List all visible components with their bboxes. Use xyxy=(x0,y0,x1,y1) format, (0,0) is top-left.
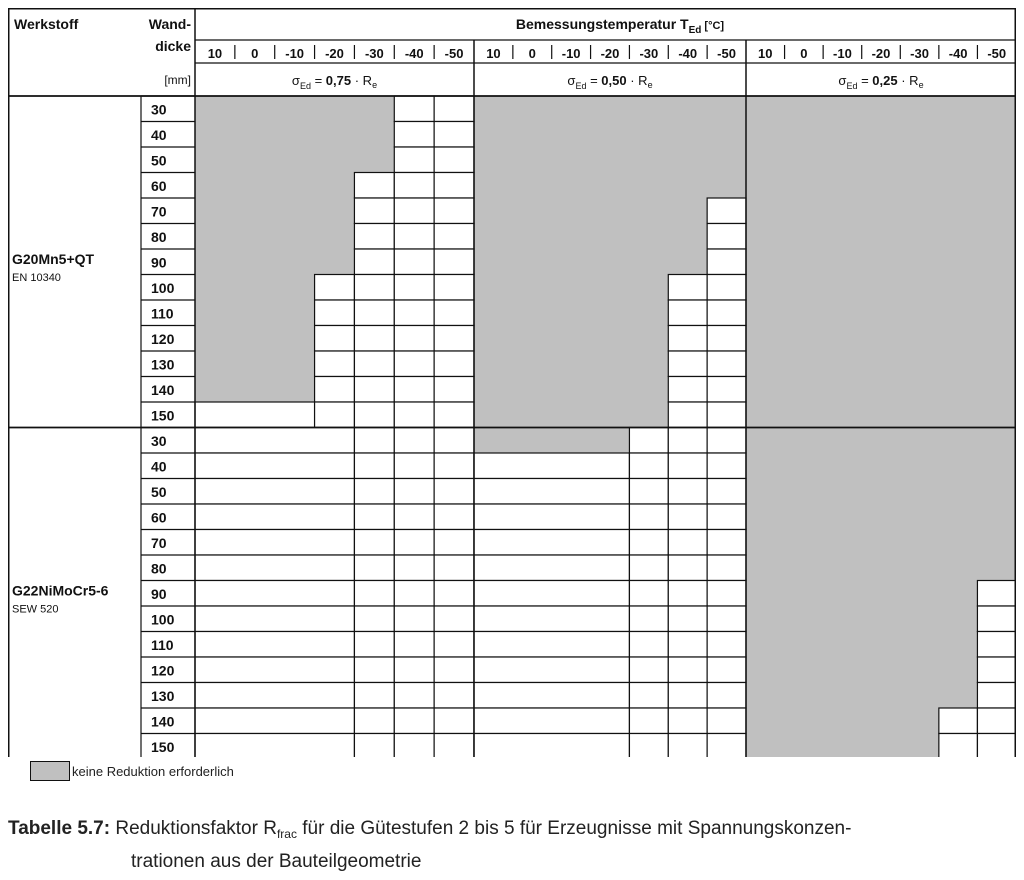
value-cell xyxy=(474,734,629,758)
value-cell xyxy=(977,708,1016,734)
value-cell xyxy=(394,581,434,607)
caption-label: Tabelle 5.7: xyxy=(8,818,111,839)
yield-symbol: · R xyxy=(897,73,919,88)
value-cell xyxy=(434,96,474,122)
wall-thickness: 60 xyxy=(151,178,167,194)
value-cell xyxy=(629,555,668,581)
value-cell xyxy=(394,198,434,224)
value-cell xyxy=(354,198,394,224)
value-cell xyxy=(668,657,707,683)
value-cell xyxy=(195,581,354,607)
value-cell xyxy=(195,555,354,581)
wall-thickness: 110 xyxy=(151,637,174,653)
value-cell xyxy=(195,708,354,734)
value-cell xyxy=(668,275,707,301)
value-cell xyxy=(707,402,746,428)
value-cell xyxy=(195,606,354,632)
wall-thickness: 120 xyxy=(151,331,175,347)
value-cell xyxy=(474,606,629,632)
value-cell xyxy=(434,300,474,326)
wall-thickness: 60 xyxy=(151,509,167,526)
wall-thickness: 50 xyxy=(151,152,167,169)
temperature-label: -10 xyxy=(833,46,852,61)
value-cell xyxy=(434,606,474,632)
value-cell xyxy=(354,504,394,530)
temperature-label: -50 xyxy=(987,46,1007,61)
value-cell xyxy=(474,479,629,505)
value-cell xyxy=(434,479,474,505)
value-cell xyxy=(668,734,707,758)
equals: = xyxy=(310,73,326,88)
value-cell xyxy=(394,530,434,556)
value-cell xyxy=(474,581,629,607)
value-cell xyxy=(434,530,474,556)
wall-thickness: 40 xyxy=(151,458,167,475)
value-cell xyxy=(195,632,354,658)
value-cell xyxy=(434,504,474,530)
wanddicke-header-2: dicke xyxy=(155,38,191,54)
value-cell xyxy=(394,428,434,454)
value-cell xyxy=(707,504,746,530)
caption-text-a: Reduktionsfaktor R xyxy=(110,818,277,839)
value-cell xyxy=(939,734,978,758)
temperature-label: -20 xyxy=(325,46,344,61)
value-cell xyxy=(707,479,746,505)
material-standard: EN 10340 xyxy=(12,271,61,284)
table-svg xyxy=(8,8,1016,757)
temperature-label: -50 xyxy=(444,46,464,61)
temperature-label: -40 xyxy=(948,46,968,61)
value-cell xyxy=(707,377,746,403)
value-cell xyxy=(354,453,394,479)
sigma-sub: Ed xyxy=(299,81,311,91)
value-cell xyxy=(668,632,707,658)
value-cell xyxy=(434,198,474,224)
value-cell xyxy=(668,504,707,530)
value-cell xyxy=(315,377,355,403)
value-cell xyxy=(707,632,746,658)
wall-thickness: 90 xyxy=(151,586,167,602)
value-cell xyxy=(354,402,394,428)
value-cell xyxy=(474,530,629,556)
temperature-title: Bemessungstemperatur T xyxy=(515,16,689,32)
value-cell xyxy=(474,555,629,581)
wall-thickness: 40 xyxy=(151,127,167,143)
value-cell xyxy=(315,300,355,326)
wall-thickness: 50 xyxy=(151,484,167,500)
value-cell xyxy=(977,734,1016,758)
value-cell xyxy=(434,249,474,275)
temperature-label: -40 xyxy=(404,46,424,61)
value-cell xyxy=(707,683,746,709)
value-cell xyxy=(434,632,474,658)
value-cell xyxy=(354,479,394,505)
wall-thickness: 80 xyxy=(151,560,167,577)
value-cell xyxy=(977,632,1016,658)
sigma: σ xyxy=(838,73,847,88)
value-cell xyxy=(434,555,474,581)
value-cell xyxy=(434,326,474,352)
value-cell xyxy=(977,683,1016,709)
value-cell xyxy=(354,734,394,758)
value-cell xyxy=(707,224,746,250)
value-cell xyxy=(315,402,355,428)
value-cell xyxy=(394,708,434,734)
wall-thickness: 140 xyxy=(151,713,175,730)
wall-thickness: 100 xyxy=(151,280,175,296)
value-cell xyxy=(315,275,355,301)
value-cell xyxy=(394,734,434,758)
sigma: σ xyxy=(291,73,300,88)
wall-thickness: 30 xyxy=(151,101,167,118)
value-cell xyxy=(668,326,707,352)
stress-factor: 0,75 xyxy=(325,73,352,88)
value-cell xyxy=(629,708,668,734)
value-cell xyxy=(629,734,668,758)
value-cell xyxy=(474,504,629,530)
value-cell xyxy=(434,377,474,403)
value-cell xyxy=(354,657,394,683)
legend-swatch xyxy=(30,761,70,781)
value-cell xyxy=(394,555,434,581)
value-cell xyxy=(315,326,355,352)
value-cell xyxy=(195,402,315,428)
reduction-factor-table xyxy=(8,8,1016,757)
value-cell xyxy=(629,504,668,530)
value-cell xyxy=(195,734,354,758)
value-cell xyxy=(394,657,434,683)
temperature-sub: Ed xyxy=(688,25,702,36)
value-cell xyxy=(668,606,707,632)
value-cell xyxy=(195,479,354,505)
value-cell xyxy=(474,453,629,479)
value-cell xyxy=(707,530,746,556)
stress-factor: 0,50 xyxy=(601,73,627,88)
value-cell xyxy=(394,377,434,403)
value-cell xyxy=(354,632,394,658)
value-cell xyxy=(354,377,394,403)
value-cell xyxy=(707,428,746,454)
temperature-label: -20 xyxy=(600,46,620,61)
value-cell xyxy=(668,428,707,454)
value-cell xyxy=(195,657,354,683)
value-cell xyxy=(354,173,394,199)
value-cell xyxy=(668,453,707,479)
value-cell xyxy=(707,708,746,734)
value-cell xyxy=(707,198,746,224)
yield-symbol: · R xyxy=(351,73,373,88)
value-cell xyxy=(629,453,668,479)
temperature-label: -30 xyxy=(364,46,384,61)
wall-thickness: 120 xyxy=(151,662,175,679)
value-cell xyxy=(668,351,707,377)
yield-sub: e xyxy=(918,80,924,90)
temperature-label: 10 xyxy=(486,46,501,61)
value-cell xyxy=(668,300,707,326)
wall-thickness: 100 xyxy=(151,611,175,628)
caption-line-2: trationen aus der Bauteilgeometrie xyxy=(131,851,422,872)
value-cell xyxy=(977,606,1016,632)
temperature-label: -20 xyxy=(871,46,891,61)
value-cell xyxy=(354,708,394,734)
caption-line-1 xyxy=(8,815,1018,848)
value-cell xyxy=(394,326,434,352)
temperature-label: 0 xyxy=(800,46,808,61)
value-cell xyxy=(629,683,668,709)
value-cell xyxy=(434,683,474,709)
value-cell xyxy=(977,581,1016,607)
value-cell xyxy=(434,224,474,250)
value-cell xyxy=(315,351,355,377)
value-cell xyxy=(629,606,668,632)
sigma: σ xyxy=(567,73,576,88)
temperature-label: 10 xyxy=(758,46,773,61)
value-cell xyxy=(394,606,434,632)
value-cell xyxy=(354,530,394,556)
value-cell xyxy=(195,453,354,479)
value-cell xyxy=(195,428,354,454)
value-cell xyxy=(394,479,434,505)
value-cell xyxy=(939,708,978,734)
value-cell xyxy=(394,300,434,326)
value-cell xyxy=(668,708,707,734)
temperature-unit: [°C] xyxy=(701,20,725,32)
equals: = xyxy=(857,73,873,88)
value-cell xyxy=(354,224,394,250)
value-cell xyxy=(394,453,434,479)
value-cell xyxy=(668,555,707,581)
value-cell xyxy=(668,581,707,607)
value-cell xyxy=(434,453,474,479)
value-cell xyxy=(668,377,707,403)
value-cell xyxy=(707,657,746,683)
temperature-label: -30 xyxy=(639,46,659,61)
value-cell xyxy=(354,606,394,632)
temperature-label: -10 xyxy=(561,46,581,61)
value-cell xyxy=(668,530,707,556)
wall-thickness: 140 xyxy=(151,382,175,398)
wall-thickness: 70 xyxy=(151,535,167,551)
legend xyxy=(30,760,234,782)
wall-thickness: 30 xyxy=(151,433,167,449)
value-cell xyxy=(629,479,668,505)
wanddicke-header-1: Wand- xyxy=(148,16,191,32)
sigma-sub: Ed xyxy=(846,81,858,91)
value-cell xyxy=(434,428,474,454)
value-cell xyxy=(434,402,474,428)
material-name: G22NiMoCr5-6 xyxy=(12,582,109,599)
value-cell xyxy=(629,632,668,658)
value-cell xyxy=(434,147,474,173)
value-cell xyxy=(474,632,629,658)
value-cell xyxy=(434,122,474,148)
temperature-label: 0 xyxy=(528,46,536,61)
equals: = xyxy=(586,73,602,88)
value-cell xyxy=(394,275,434,301)
yield-symbol: · R xyxy=(626,73,648,88)
value-cell xyxy=(394,96,434,122)
value-cell xyxy=(668,402,707,428)
value-cell xyxy=(394,224,434,250)
value-cell xyxy=(707,555,746,581)
value-cell xyxy=(707,351,746,377)
table-caption xyxy=(8,815,1018,875)
wall-thickness: 110 xyxy=(151,305,174,322)
value-cell xyxy=(474,657,629,683)
value-cell xyxy=(354,300,394,326)
wall-thickness: 130 xyxy=(151,688,175,704)
value-cell xyxy=(707,249,746,275)
value-cell xyxy=(707,734,746,758)
value-cell xyxy=(707,581,746,607)
no-reduction-area xyxy=(746,96,1016,428)
temperature-label: 10 xyxy=(207,46,223,61)
temperature-label: -40 xyxy=(678,46,698,61)
value-cell xyxy=(354,326,394,352)
wall-thickness: 90 xyxy=(151,254,167,271)
caption-text-b: für die Gütestufen 2 bis 5 für Erzeugnisse mit Spannungskonzen- xyxy=(296,818,852,839)
value-cell xyxy=(394,122,434,148)
material-name: G20Mn5+QT xyxy=(12,250,95,267)
value-cell xyxy=(354,683,394,709)
value-cell xyxy=(195,504,354,530)
value-cell xyxy=(354,351,394,377)
value-cell xyxy=(434,734,474,758)
value-cell xyxy=(354,249,394,275)
sigma-sub: Ed xyxy=(575,81,587,91)
wall-thickness: 130 xyxy=(151,356,175,373)
value-cell xyxy=(707,453,746,479)
value-cell xyxy=(629,428,668,454)
temperature-label: -10 xyxy=(285,46,305,61)
legend-text: keine Reduktion erforderlich xyxy=(72,763,234,779)
wall-thickness: 80 xyxy=(151,229,167,245)
value-cell xyxy=(394,632,434,658)
value-cell xyxy=(394,683,434,709)
werkstoff-header: Werkstoff xyxy=(14,16,79,32)
value-cell xyxy=(434,657,474,683)
wall-thickness: 70 xyxy=(151,203,167,220)
value-cell xyxy=(394,351,434,377)
value-cell xyxy=(629,530,668,556)
value-cell xyxy=(668,683,707,709)
value-cell xyxy=(354,555,394,581)
value-cell xyxy=(354,275,394,301)
value-cell xyxy=(629,657,668,683)
value-cell xyxy=(434,708,474,734)
value-cell xyxy=(707,326,746,352)
temperature-label: -50 xyxy=(717,46,736,61)
value-cell xyxy=(434,275,474,301)
yield-sub: e xyxy=(647,80,653,90)
wall-thickness: 150 xyxy=(151,407,175,424)
temperature-label: 0 xyxy=(251,46,259,61)
value-cell xyxy=(707,606,746,632)
value-cell xyxy=(474,683,629,709)
value-cell xyxy=(707,275,746,301)
value-cell xyxy=(394,504,434,530)
value-cell xyxy=(434,173,474,199)
value-cell xyxy=(707,300,746,326)
value-cell xyxy=(195,530,354,556)
value-cell xyxy=(434,581,474,607)
value-cell xyxy=(394,173,434,199)
material-standard: SEW 520 xyxy=(12,603,59,616)
value-cell xyxy=(394,249,434,275)
value-cell xyxy=(354,581,394,607)
value-cell xyxy=(434,351,474,377)
value-cell xyxy=(394,402,434,428)
value-cell xyxy=(629,581,668,607)
temperature-label: -30 xyxy=(910,46,929,61)
value-cell xyxy=(977,657,1016,683)
thickness-unit: [mm] xyxy=(164,73,191,87)
wall-thickness: 150 xyxy=(151,739,175,755)
value-cell xyxy=(354,428,394,454)
value-cell xyxy=(474,708,629,734)
value-cell xyxy=(195,683,354,709)
value-cell xyxy=(668,479,707,505)
yield-sub: e xyxy=(372,80,378,90)
value-cell xyxy=(394,147,434,173)
caption-sub: frac xyxy=(276,827,297,841)
stress-factor: 0,25 xyxy=(872,73,898,88)
